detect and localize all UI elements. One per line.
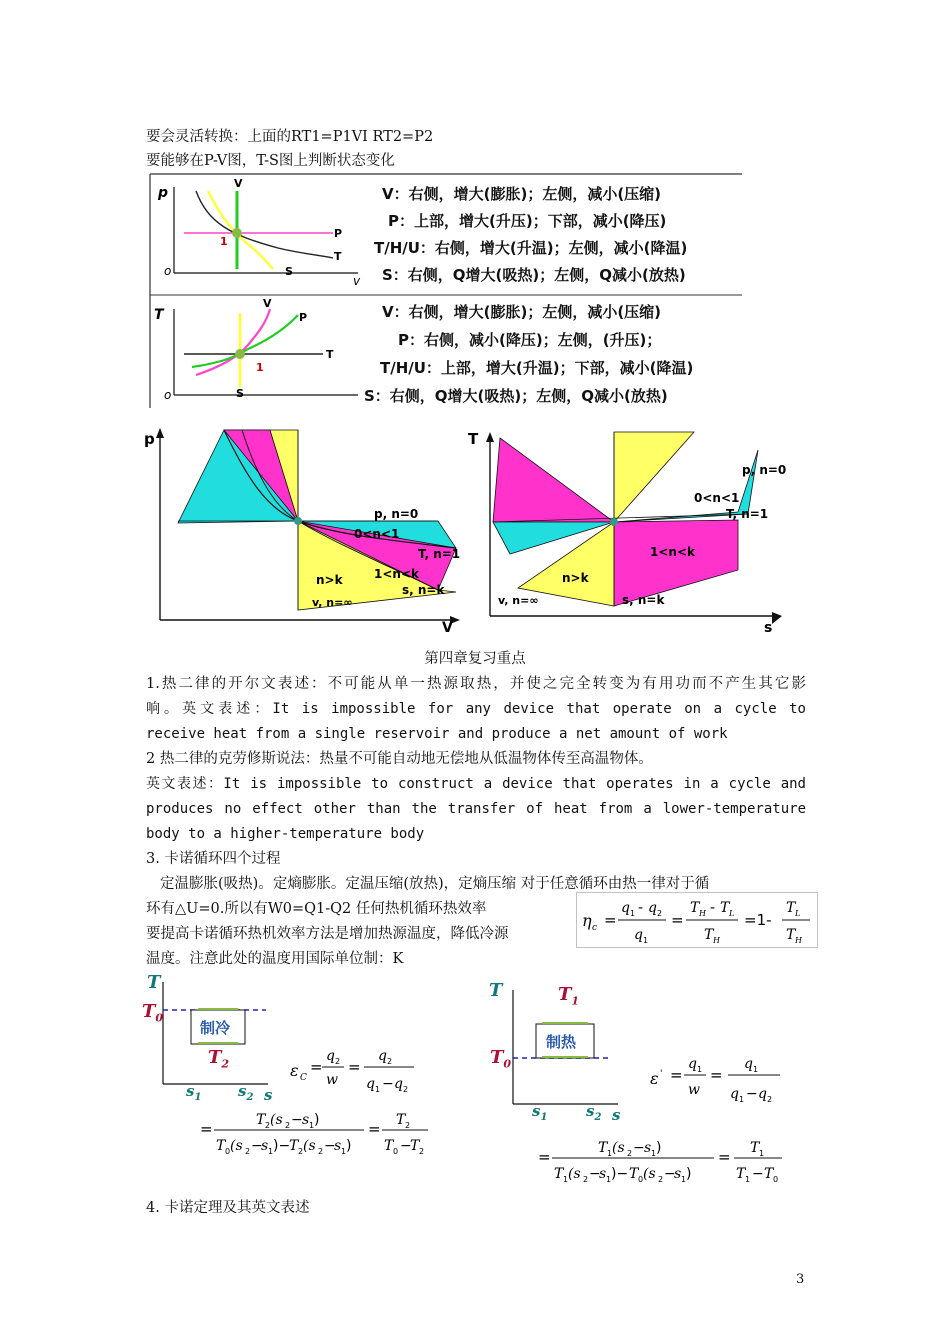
svg-text:2: 2 xyxy=(419,1147,425,1156)
svg-text:=: = xyxy=(348,1058,361,1076)
chapter-title: 第四章复习重点 xyxy=(424,651,526,667)
svg-text:T: T xyxy=(289,1138,299,1154)
ts-poly-r1k: 1<n<k xyxy=(650,545,695,559)
svg-text:q: q xyxy=(730,1086,739,1102)
svg-text:1: 1 xyxy=(643,936,649,945)
svg-text:1: 1 xyxy=(309,1121,315,1130)
refrig-s2-main: s xyxy=(238,1082,247,1100)
svg-text:1: 1 xyxy=(375,1085,381,1094)
svg-text:T: T xyxy=(786,900,796,916)
heatpump-t-axis-label: T xyxy=(489,980,503,1001)
clausius-statement-cn: 2 热二律的克劳修斯说法：热量不可能自动地无偿地从低温物体传至高温物体。 xyxy=(146,751,653,767)
pv-poly-rnk: n>k xyxy=(316,573,343,587)
svg-text:q: q xyxy=(634,927,643,943)
svg-text:(s: (s xyxy=(303,1138,316,1154)
refrigeration-diagram xyxy=(138,972,448,1172)
svg-text:T: T xyxy=(396,1112,406,1128)
svg-text:T: T xyxy=(410,1138,420,1154)
heatpump-t0-sub: 0 xyxy=(503,1057,512,1071)
ts-small-origin: o xyxy=(164,388,172,402)
clausius-statement-en-3: body to a higher-temperature body xyxy=(146,826,425,842)
svg-text:0: 0 xyxy=(225,1147,231,1156)
svg-text:=: = xyxy=(670,1066,683,1084)
svg-text:−: − xyxy=(251,1138,263,1154)
svg-text:η: η xyxy=(582,911,592,930)
svg-text:0: 0 xyxy=(638,1175,644,1184)
svg-text:T: T xyxy=(736,1166,746,1182)
svg-text:T: T xyxy=(598,1140,608,1156)
svg-text:T: T xyxy=(786,927,796,943)
svg-text:(s: (s xyxy=(230,1138,243,1154)
refrig-t0-label xyxy=(142,1001,163,1025)
ts-poly-x-label: s xyxy=(764,620,773,635)
ts-poly-y-label: T xyxy=(468,430,479,448)
svg-text:2: 2 xyxy=(245,1147,251,1156)
svg-text:s: s xyxy=(261,1138,269,1154)
svg-text:−: − xyxy=(752,1166,764,1182)
svg-text:(s: (s xyxy=(270,1112,283,1128)
heat-pump-cycle xyxy=(488,980,798,1195)
pv-rule-s: S：右侧，Q增大(吸热)；左侧，Q减小(放热) xyxy=(382,266,686,284)
refrig-s1-label xyxy=(186,1082,201,1103)
svg-text:q: q xyxy=(688,1056,697,1072)
pv-small-v-label: V xyxy=(234,177,243,190)
ts-poly-rnk: n>k xyxy=(562,571,589,585)
svg-text:q: q xyxy=(744,1056,753,1072)
svg-text:H: H xyxy=(699,909,706,918)
svg-text:1: 1 xyxy=(739,1095,745,1104)
svg-text:1: 1 xyxy=(651,1149,657,1158)
refrigeration-cycle xyxy=(138,972,448,1172)
pv-small-origin: o xyxy=(164,264,172,278)
heatpump-t1-label xyxy=(558,984,579,1008)
ts-small-v-label: V xyxy=(263,297,272,310)
svg-text:2: 2 xyxy=(335,1057,341,1066)
pv-poly-n0: p, n=0 xyxy=(374,507,419,521)
kelvin-statement-en-2: receive heat from a single reservoir and produce a net amount of work xyxy=(146,726,728,742)
svg-text:T: T xyxy=(629,1166,639,1182)
svg-text:H: H xyxy=(713,936,720,945)
svg-text:1: 1 xyxy=(630,909,636,918)
pv-small-diagram xyxy=(174,187,358,273)
svg-text:1: 1 xyxy=(753,1065,759,1074)
svg-text:=: = xyxy=(710,1066,723,1084)
polytropic-diagrams xyxy=(138,420,798,635)
svg-text:T: T xyxy=(690,900,700,916)
rules-table xyxy=(148,173,742,408)
svg-text:ε: ε xyxy=(650,1069,659,1088)
carnot-unit-note: 温度。注意此处的温度用国际单位制：K xyxy=(146,951,404,967)
svg-text:2: 2 xyxy=(658,1175,664,1184)
pv-small-s-label: S xyxy=(285,265,293,278)
svg-text:0: 0 xyxy=(773,1175,779,1184)
pv-small-p-label: P xyxy=(334,227,343,240)
svg-text:2: 2 xyxy=(298,1147,304,1156)
heatpump-t1-sub: 1 xyxy=(571,994,580,1008)
pv-poly-y-label: p xyxy=(144,430,155,448)
svg-text:T: T xyxy=(384,1138,394,1154)
svg-text:−: − xyxy=(382,1076,394,1092)
svg-text:s: s xyxy=(334,1138,342,1154)
svg-text:=: = xyxy=(368,1120,381,1138)
refrig-s-axis-label: s xyxy=(264,1086,273,1104)
svg-text:s: s xyxy=(674,1166,682,1182)
ts-small-s-label: S xyxy=(236,387,244,400)
carnot-theorem-heading: 4. 卡诺定理及其英文表述 xyxy=(146,1200,310,1216)
svg-text:2: 2 xyxy=(657,909,663,918)
svg-text:(s: (s xyxy=(612,1140,625,1156)
svg-text:-: - xyxy=(710,900,716,916)
svg-text:T: T xyxy=(764,1166,774,1182)
svg-text:=: = xyxy=(718,1148,731,1166)
svg-text:1: 1 xyxy=(268,1147,274,1156)
svg-text:−: − xyxy=(633,1140,645,1156)
svg-text:1: 1 xyxy=(697,1065,703,1074)
svg-text:T: T xyxy=(750,1140,760,1156)
efficiency-formula xyxy=(576,892,818,948)
svg-text:=: = xyxy=(671,911,684,929)
svg-text:C: C xyxy=(300,1073,307,1083)
svg-text:q: q xyxy=(758,1086,767,1102)
svg-text:): ) xyxy=(314,1112,320,1128)
svg-text:1: 1 xyxy=(745,1175,751,1184)
svg-text:−: − xyxy=(746,1086,758,1102)
kelvin-statement-cn: 1.热二律的开尔文表述：不可能从单一热源取热，并使之完全转变为有用功而不产生其它影 xyxy=(146,676,806,692)
heatpump-s-axis-label: s xyxy=(612,1106,621,1124)
svg-text:L: L xyxy=(729,909,735,918)
svg-text:T: T xyxy=(256,1112,266,1128)
pv-poly-x-label: V xyxy=(442,620,453,635)
svg-text:(s: (s xyxy=(643,1166,656,1182)
svg-text:−: − xyxy=(324,1138,336,1154)
refrig-t0-sub: 0 xyxy=(155,1011,164,1025)
svg-text:−: − xyxy=(664,1166,676,1182)
svg-text:s: s xyxy=(599,1166,607,1182)
pv-small-x-label: v xyxy=(353,274,361,288)
pv-small-y-label: p xyxy=(158,185,169,201)
ts-poly-r01: 0<n<1 xyxy=(694,491,740,505)
svg-text:T: T xyxy=(554,1166,564,1182)
pv-rule-v: V：右侧，增大(膨胀)；左侧，减小(压缩) xyxy=(382,185,662,203)
svg-text:0: 0 xyxy=(393,1147,399,1156)
svg-text:s: s xyxy=(302,1112,310,1128)
svg-text:-: - xyxy=(638,900,644,916)
svg-text:q: q xyxy=(326,1048,335,1064)
carnot-processes: 定温膨胀(吸热)。定熵膨胀。定温压缩(放热)，定熵压缩 对于任意循环由热一律对于循 xyxy=(160,876,710,892)
svg-text:−: − xyxy=(291,1112,303,1128)
ts-small-y-label: T xyxy=(154,307,164,323)
svg-text:): ) xyxy=(656,1140,662,1156)
refrig-s1-sub: 1 xyxy=(194,1092,202,1103)
svg-text:T: T xyxy=(720,900,730,916)
svg-text:T: T xyxy=(704,927,714,943)
heatpump-s2-main: s xyxy=(586,1102,595,1120)
svg-text:)−: )− xyxy=(611,1166,629,1182)
refrig-t-axis-label: T xyxy=(147,972,161,993)
svg-text:2: 2 xyxy=(387,1057,393,1066)
svg-text:L: L xyxy=(795,909,801,918)
svg-text:2: 2 xyxy=(265,1121,271,1130)
ts-rule-s: S：右侧，Q增大(吸热)；左侧，Q减小(放热) xyxy=(364,387,668,405)
svg-text:(s: (s xyxy=(568,1166,581,1182)
refrig-s2-sub: 2 xyxy=(246,1092,254,1103)
carnot-heading: 3. 卡诺循环四个过程 xyxy=(146,851,281,867)
pv-rule-t: T/H/U：右侧，增大(升温)；左侧，减小(降温) xyxy=(374,239,688,257)
pv-poly-r01: 0<n<1 xyxy=(354,527,400,541)
heatpump-s2-sub: 2 xyxy=(594,1112,602,1123)
ts-small-point-label: 1 xyxy=(256,361,264,374)
intro-line-2: 要能够在P-V图，T-S图上判断状态变化 xyxy=(146,153,395,169)
svg-text:2: 2 xyxy=(627,1149,633,1158)
heatpump-t0-label xyxy=(490,1047,511,1071)
pv-poly-sk: s, n=k xyxy=(402,583,445,597)
svg-text:1: 1 xyxy=(606,1175,612,1184)
refrigeration-box-label: 制冷 xyxy=(200,1019,231,1037)
svg-text:': ' xyxy=(660,1069,663,1079)
refrig-s1-main: s xyxy=(186,1082,195,1100)
refrig-t2-label xyxy=(208,1047,229,1071)
svg-text:q: q xyxy=(378,1048,387,1064)
svg-text:=: = xyxy=(604,911,617,929)
svg-text:−: − xyxy=(589,1166,601,1182)
svg-text:1: 1 xyxy=(759,1149,765,1158)
refrig-t2-main: T xyxy=(208,1047,222,1068)
svg-text:1: 1 xyxy=(681,1175,687,1184)
svg-text:T: T xyxy=(216,1138,226,1154)
kelvin-statement-en-1: 响。英文表述：It is impossible for any device that operate on a cycle to xyxy=(146,701,806,717)
refrig-t2-sub: 2 xyxy=(221,1057,230,1071)
pv-small-point-label: 1 xyxy=(220,235,228,248)
heatpump-t1-main: T xyxy=(558,984,572,1005)
heat-pump-box-label: 制热 xyxy=(546,1033,577,1051)
heatpump-s1-label xyxy=(532,1102,547,1123)
svg-text:2: 2 xyxy=(318,1147,324,1156)
svg-text:=1-: =1- xyxy=(744,911,772,929)
svg-text:): ) xyxy=(686,1166,692,1182)
ts-poly-n0: p, n=0 xyxy=(742,463,787,477)
svg-text:q: q xyxy=(621,900,630,916)
pv-small-t-label: T xyxy=(334,250,342,263)
carnot-improve: 要提高卡诺循环热机效率方法是增加热源温度，降低冷源 xyxy=(146,926,509,942)
svg-text:2: 2 xyxy=(767,1095,773,1104)
svg-text:=: = xyxy=(200,1120,213,1138)
ts-poly-vinf: v, n=∞ xyxy=(498,594,539,607)
heatpump-s2-label xyxy=(586,1102,601,1123)
pv-poly-vinf: v, n=∞ xyxy=(312,596,353,609)
ts-rule-v: V：右侧，增大(膨胀)；左侧，减小(压缩) xyxy=(382,303,662,321)
intro-line-1: 要会灵活转换：上面的RT1=P1VI RT2=P2 xyxy=(146,129,434,145)
ts-poly-sk: s, n=k xyxy=(622,593,665,607)
svg-text:w: w xyxy=(326,1072,338,1088)
svg-text:−: − xyxy=(400,1138,412,1154)
svg-text:q: q xyxy=(648,900,657,916)
svg-text:2: 2 xyxy=(403,1085,409,1094)
svg-text:2: 2 xyxy=(405,1121,411,1130)
svg-text:)−: )− xyxy=(273,1138,291,1154)
heatpump-s1-sub: 1 xyxy=(540,1112,548,1123)
clausius-statement-en-2: produces no effect other than the transfer of heat from a lower-temperature xyxy=(146,801,806,817)
svg-text:=: = xyxy=(538,1148,551,1166)
svg-text:q: q xyxy=(394,1076,403,1092)
pv-rule-p: P：上部，增大(升压)；下部，减小(降压) xyxy=(388,212,667,230)
svg-text:ε: ε xyxy=(290,1061,299,1080)
ts-rule-p: P：右侧，减小(降压)；左侧，(升压)； xyxy=(398,331,662,349)
clausius-statement-en-1: 英文表述：It is impossible to construct a device that operates in a cycle and xyxy=(146,776,806,792)
pv-poly-r1k: 1<n<k xyxy=(374,567,419,581)
carnot-efficiency-intro: 环有△U=0.所以有W0=Q1-Q2 任何热机循环热效率 xyxy=(146,901,487,917)
heat-pump-diagram xyxy=(488,980,798,1195)
svg-text:1: 1 xyxy=(563,1175,569,1184)
heatpump-t0-main: T xyxy=(490,1047,504,1068)
pv-poly-n1: T, n=1 xyxy=(418,547,461,561)
svg-text:H: H xyxy=(795,936,802,945)
ts-poly-n1: T, n=1 xyxy=(726,507,769,521)
heatpump-s1-main: s xyxy=(532,1102,541,1120)
refrig-s2-label xyxy=(238,1082,253,1103)
svg-text:w: w xyxy=(688,1082,700,1098)
svg-text:=: = xyxy=(310,1058,323,1076)
ts-rule-t: T/H/U：上部，增大(升温)；下部，减小(降温) xyxy=(380,359,694,377)
svg-text:2: 2 xyxy=(285,1121,291,1130)
svg-text:q: q xyxy=(366,1076,375,1092)
svg-text:c: c xyxy=(592,923,598,933)
refrig-t0-main: T xyxy=(142,1001,156,1022)
ts-small-t-label: T xyxy=(326,348,334,361)
ts-small-p-label: P xyxy=(299,311,308,324)
svg-text:2: 2 xyxy=(583,1175,589,1184)
page-number: 3 xyxy=(796,1272,805,1287)
svg-text:1: 1 xyxy=(607,1149,613,1158)
svg-text:1: 1 xyxy=(341,1147,347,1156)
svg-text:s: s xyxy=(644,1140,652,1156)
svg-text:): ) xyxy=(346,1138,352,1154)
